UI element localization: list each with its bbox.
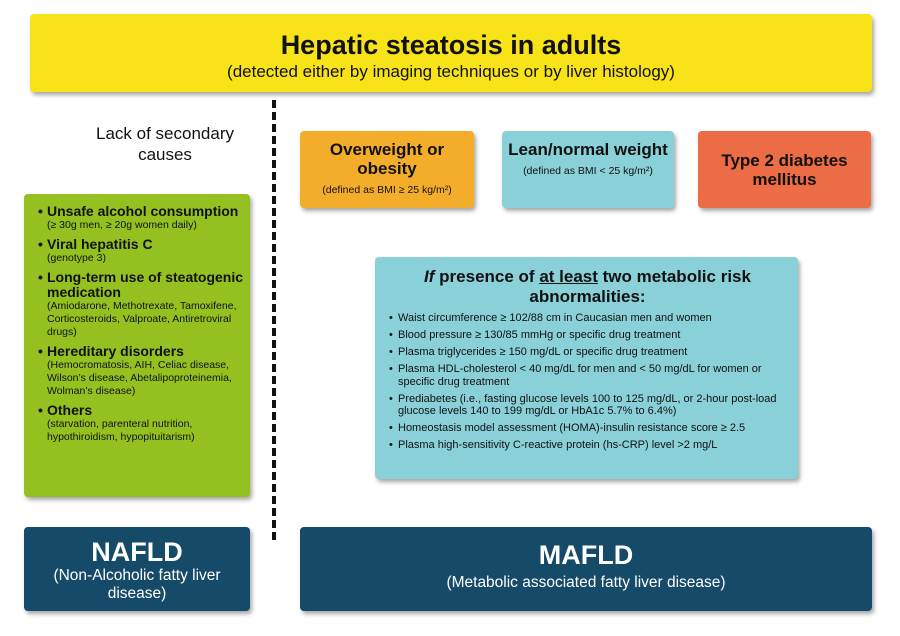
cause-detail: (Amiodarone, Methotrexate, Tamoxifene, Corticosteroids, Valproate, Antiretroviral drugs) — [47, 300, 237, 338]
cause-item — [38, 344, 244, 398]
bullet-icon: • — [38, 343, 43, 359]
risk-item: • Plasma HDL-cholesterol < 40 mg/dL for men and < 50 mg/dL for women or specific drug treatment — [389, 363, 786, 388]
risk-item: • Plasma high-sensitivity C-reactive protein (hs-CRP) level >2 mg/L — [389, 439, 786, 452]
secondary-causes-heading: Lack of secondary causes — [96, 124, 234, 164]
category-note: (defined as BMI < 25 kg/m²) — [523, 165, 653, 177]
risk-item: • Plasma triglycerides ≥ 150 mg/dL or specific drug treatment — [389, 346, 786, 359]
cause-title: Viral hepatitis C — [47, 236, 153, 252]
mafld-box — [300, 527, 872, 611]
metabolic-risk-box — [375, 257, 798, 479]
bullet-icon: • — [38, 402, 43, 418]
nafld-title: NAFLD — [91, 537, 183, 567]
category-title: Lean/normal weight — [508, 140, 668, 159]
cause-item — [38, 403, 244, 444]
bullet-icon: • — [38, 269, 43, 285]
cause-detail: (genotype 3) — [47, 252, 106, 264]
diagram-title: Hepatic steatosis in adults — [280, 30, 622, 60]
risk-heading-mid: presence of — [434, 267, 540, 286]
risk-item: • Blood pressure ≥ 130/85 mmHg or specific drug treatment — [389, 329, 786, 342]
risk-heading-at-least: at least — [539, 267, 598, 286]
cause-title: Others — [47, 402, 93, 418]
cause-item — [38, 237, 244, 265]
mafld-subtitle: (Metabolic associated fatty liver disease) — [446, 574, 726, 591]
category-lean — [502, 131, 674, 208]
risk-item: • Homeostasis model assessment (HOMA)-insulin resistance score ≥ 2.5 — [389, 422, 786, 435]
cause-title: Hereditary disorders — [47, 343, 184, 359]
cause-item — [38, 204, 244, 232]
cause-title: Unsafe alcohol consumption — [47, 203, 239, 219]
cause-detail: (starvation, parenteral nutrition, hypothiroidism, hypopituitarism) — [47, 418, 195, 443]
diagram-subtitle: (detected either by imaging techniques or by liver histology) — [227, 62, 675, 81]
cause-detail: (Hemocromatosis, AIH, Celiac disease, Wilson’s disease, Abetalipoproteinemia, Wolman’s disease) — [47, 359, 232, 397]
nafld-box — [24, 527, 250, 611]
category-title: Type 2 diabetes mellitus — [721, 151, 848, 189]
risk-list — [389, 312, 786, 452]
title-banner — [30, 14, 872, 92]
bullet-icon: • — [38, 236, 43, 252]
category-note: (defined as BMI ≥ 25 kg/m²) — [322, 184, 452, 196]
bullet-icon: • — [38, 203, 43, 219]
nafld-subtitle: (Non-Alcoholic fatty liver disease) — [53, 567, 221, 602]
secondary-causes-box — [24, 194, 250, 497]
dashed-divider — [272, 100, 276, 540]
category-overweight — [300, 131, 474, 208]
risk-item: • Prediabetes (i.e., fasting glucose levels 100 to 125 mg/dL, or 2-hour post-load glucose levels 140 to 199 mg/dL or HbA1c 5.7% to 6.4%) — [389, 393, 786, 418]
category-diabetes — [698, 131, 871, 208]
risk-heading — [389, 267, 786, 307]
mafld-title: MAFLD — [538, 540, 634, 570]
risk-heading-if: If — [424, 267, 435, 286]
cause-detail: (≥ 30g men, ≥ 20g women daily) — [47, 219, 197, 231]
cause-title: Long-term use of steatogenic medication — [47, 269, 244, 300]
risk-item: • Waist circumference ≥ 102/88 cm in Caucasian men and women — [389, 312, 786, 325]
risk-heading-end: two metabolic risk abnormalities: — [529, 267, 751, 306]
category-title: Overweight or obesity — [329, 140, 445, 178]
cause-item — [38, 270, 244, 339]
